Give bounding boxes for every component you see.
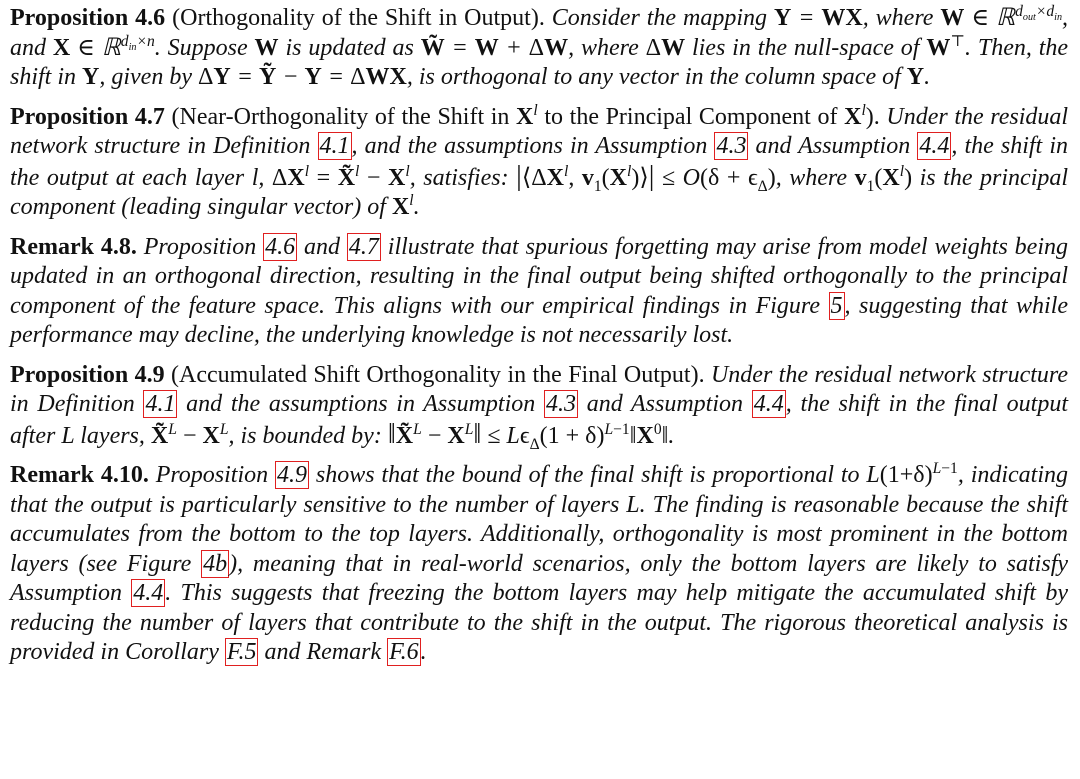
p47-text-1: Under the residual network structure in Definition bbox=[10, 103, 1069, 159]
math-x-in-r: X bbox=[52, 34, 71, 61]
ref-assumption-4-4[interactable]: 4.4 bbox=[133, 580, 164, 606]
math-one-plus-delta-power: $L(1+\delta)^{L-1}$ bbox=[866, 460, 958, 488]
proposition-4-9-label: Proposition 4.9 bbox=[10, 361, 165, 388]
ref-assumption-4-3[interactable]: 4.3 bbox=[546, 391, 576, 417]
r410-text-1: Proposition bbox=[155, 462, 269, 488]
p47-text-7: is the principal component (leading singular vector) of bbox=[10, 164, 1069, 220]
remark-4-8 bbox=[10, 233, 1068, 351]
math-final-bound: ‖X̃$^L$ − $X^L‖ \le L\epsilon_\Delta(1$ + $\delta)^{L-1}‖X^0‖$ bbox=[387, 418, 669, 453]
p49-text-1: Under the residual network structure in Definition bbox=[10, 361, 1069, 417]
proposition-4-7-title: (Near-Orthogonality of the Shift in $X^l$ to the Principal Component of $X^l$). bbox=[171, 101, 880, 130]
ref-corollary-f-5[interactable]: F.5 bbox=[226, 639, 257, 665]
ref-assumption-4-3[interactable]: 4.3 bbox=[716, 133, 747, 159]
remark-4-10: Remark 4.10. Proposition 4.9 shows that the bound of the final shift is proportional to $L(1+\delta)^{L-1}$, indicating that the output is particularly sensitive to the number of layers L. The finding is reasonable because the shift accumulates from the bottom to the top layers. Additionally, orthogonality is most prominent in the bottom layers (see Figure 4b), meaning that in real-world scenarios, only the bottom layers are likely to satisfy Assumption 4.4. This suggests that freezing the bottom layers may help mitigate the accumulated shift by reducing the number of layers that contribute to the shift in the output. The rigorous theoretical analysis is provided in Corollary F.5 and Remark F.6. bbox=[10, 460, 1069, 665]
p46-text-5: is updated as bbox=[285, 34, 414, 61]
ref-figure-4b[interactable]: 4b bbox=[203, 550, 228, 577]
math-final-shift: X̃$^L$ − $X^L$ bbox=[150, 420, 229, 449]
proposition-4-7-label: Proposition 4.7 bbox=[10, 103, 165, 130]
p46-text-1: Consider the mapping bbox=[551, 5, 767, 31]
p49-text-4: , the shift in the final output after L layers, bbox=[10, 391, 1069, 449]
p47-text-3: and Assumption bbox=[755, 133, 911, 159]
r48-text-1: Proposition bbox=[143, 233, 257, 260]
p47-text-2: , and the assumptions in Assumption bbox=[351, 133, 708, 159]
proposition-4-7: Proposition 4.7 (Near-Orthogonality of the Shift in $X^l$ to the Principal Component of $X^l$). Under the residual network structure in Definition 4.1, and the assumptions in Assumption 4.3 and Assumption 4.4, the shift in the output at each layer l, $\Delta X^l$ = X̃$^l$ − $X^l$, satisfies: $|⟨\Delta X^l$, $v_1(X^l)⟩| \le O(\delta + \epsilon_\Delta)$, where $v_1(X^l)$ is the principal component (leading singular vector) of $X^l$. bbox=[10, 101, 1069, 220]
p46-text-4: . Suppose bbox=[154, 34, 248, 61]
ref-remark-f-6[interactable]: F.6 bbox=[389, 639, 419, 665]
p49-text-3: and Assumption bbox=[586, 391, 744, 417]
math-inner-product-bound: $|⟨\Delta X^l$, $v_1(X^l)⟩| \le O(\delta + \epsilon_\Delta)$ bbox=[516, 160, 776, 195]
math-w-in-r: W bbox=[940, 5, 965, 31]
ref-proposition-4-6[interactable]: 4.6 bbox=[265, 233, 296, 260]
ref-proposition-4-7[interactable]: 4.7 bbox=[348, 233, 379, 260]
r410-text-6: and Remark bbox=[264, 639, 382, 665]
ref-assumption-4-4[interactable]: 4.4 bbox=[919, 133, 950, 159]
r48-text-4: , suggesting that while performance may decline, the underlying knowledge is not necessarily lost. bbox=[10, 292, 1069, 348]
r48-text-3: illustrate that spurious forgetting may arise from model weights being updated in an orthogonal direction, resulting in the final output being shifted orthogonally to the principal component of the feature space. This aligns with our empirical findings in Figure bbox=[10, 233, 1068, 319]
remark-4-8-label: Remark 4.8. bbox=[10, 233, 137, 260]
proposition-4-9: Proposition 4.9 (Accumulated Shift Orthogonality in the Final Output). Under the residual network structure in Definition 4.1 and the assumptions in Assumption 4.3 and Assumption 4.4, the shift in the final output after L layers, X̃$^L$ − $X^L$, is bounded by: ‖X̃$^L$ − $X^L‖ \le L\epsilon_\Delta(1$ + $\delta)^{L-1}‖X^0‖$. bbox=[10, 361, 1069, 453]
ref-definition-4-1[interactable]: 4.1 bbox=[145, 391, 176, 417]
math-w-transpose: W bbox=[926, 34, 951, 61]
p46-text-8: . Then, the shift in bbox=[10, 34, 1069, 90]
p46-text-10: , is orthogonal to any vector in the column space of bbox=[406, 64, 901, 90]
p47-text-4: , the shift in the output at each layer l, bbox=[10, 133, 1069, 191]
ref-proposition-4-9[interactable]: 4.9 bbox=[277, 462, 307, 488]
r410-text-5: . This suggests that freezing the bottom layers may help mitigate the accumulated shift by reducing the number of layers that contribute to the shift in the output. The rigorous theoretical analysis is provided in Corollary bbox=[10, 580, 1068, 665]
p46-text-2: , where bbox=[862, 5, 934, 31]
math-w-update: W̃ bbox=[420, 34, 445, 61]
r410-text-4: ), meaning that in real-world scenarios, only the bottom layers are likely to satisfy Assumption bbox=[10, 550, 1069, 606]
p49-text-2: and the assumptions in Assumption bbox=[186, 391, 536, 417]
p49-text-5: , is bounded by: bbox=[228, 422, 382, 449]
p47-text-5: , satisfies: bbox=[409, 164, 509, 191]
proposition-4-6-label: Proposition 4.6 bbox=[10, 5, 166, 31]
remark-4-10-label: Remark 4.10. bbox=[10, 462, 149, 488]
r410-text-3: , indicating that the output is particularly sensitive to the number of layers L. The finding is reasonable because the shift accumulates from the bottom to the top layers. Additionally, orthogonality is most prominent in the bottom layers (see Figure bbox=[10, 462, 1069, 577]
r410-text-2: shows that the bound of the final shift is proportional to bbox=[315, 462, 860, 488]
proposition-4-6: Proposition 4.6 (Orthogonality of the Shift in Output). Consider the mapping Y = WX, where W ∈ ℝ$^{d_{out}\times d_{in}}$, and X ∈ ℝ$^{d_{in}\times n}$. Suppose W is updated as W̃ = W + ΔW, where ΔW lies in the null-space of W⊤. Then, the shift in Y, given by ΔY = Ỹ − Y = ΔWX, is orthogonal to any vector in the column space of Y. bbox=[10, 3, 1069, 90]
p47-text-6: , where bbox=[775, 164, 848, 191]
math-v1: $v_1(X^l)$ bbox=[854, 162, 913, 195]
ref-figure-5[interactable]: 5 bbox=[830, 292, 843, 319]
math-y-eq-wx: Y bbox=[773, 5, 792, 31]
p46-text-9: , given by bbox=[99, 64, 192, 90]
p46-text-7: lies in the null-space of bbox=[691, 34, 920, 61]
proposition-4-6-title: (Orthogonality of the Shift in Output). bbox=[172, 5, 545, 31]
math-delta-y: Y bbox=[213, 64, 231, 90]
ref-definition-4-1[interactable]: 4.1 bbox=[319, 133, 350, 159]
ref-assumption-4-4[interactable]: 4.4 bbox=[753, 391, 784, 417]
proposition-4-9-title: (Accumulated Shift Orthogonality in the Final Output). bbox=[171, 361, 705, 388]
math-delta-x-l: $\Delta X^l$ = X̃$^l$ − $X^l$ bbox=[271, 162, 410, 191]
p46-text-3: , and bbox=[10, 5, 1069, 61]
r48-text-2: and bbox=[304, 233, 340, 260]
p46-text-6: , where bbox=[568, 34, 639, 61]
